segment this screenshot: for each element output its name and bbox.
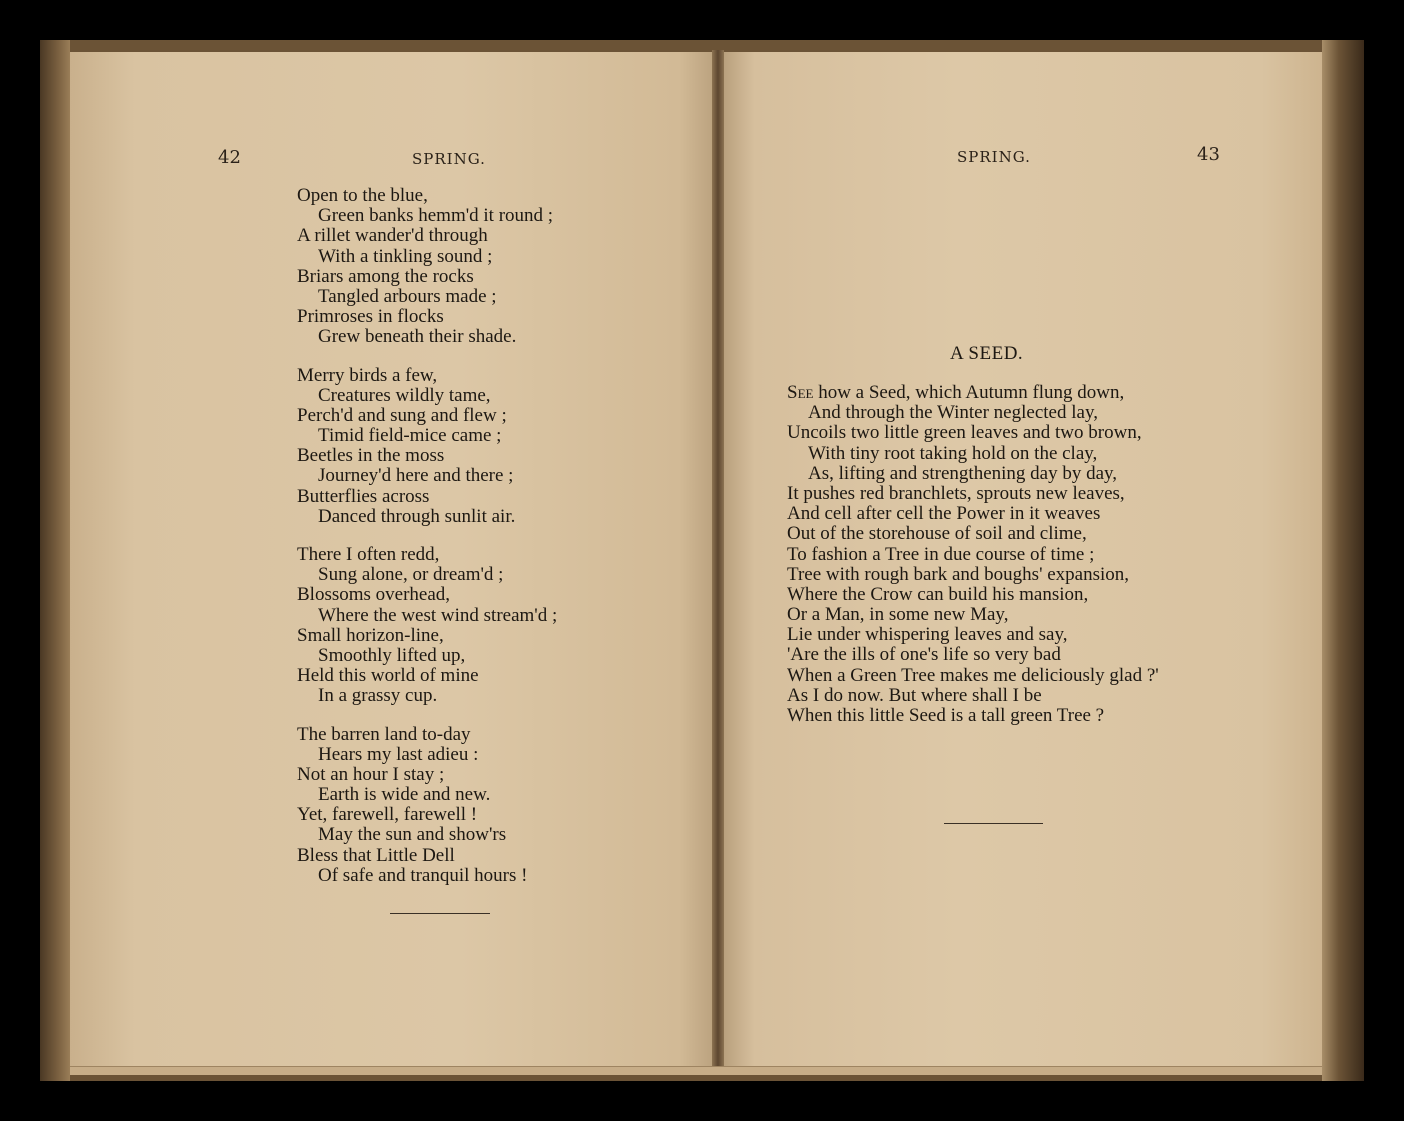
poem-line: When this little Seed is a tall green Tree ? (787, 705, 1105, 726)
book-gutter (712, 50, 724, 1072)
poem-line: As, lifting and strengthening day by day, (808, 462, 1118, 484)
page-edges (70, 1066, 1322, 1075)
section-rule-right (944, 823, 1043, 824)
poem-first-line-rest: how a Seed, which Autumn flung down, (813, 382, 1125, 403)
poem-line: To fashion a Tree in due course of time ; (787, 543, 1095, 565)
poem-line: Merry birds a few, (297, 364, 438, 386)
poem-line: Earth is wide and new. (318, 784, 491, 806)
poem-first-word: See (787, 382, 814, 403)
poem-line: It pushes red branchlets, sprouts new leaves, (787, 482, 1125, 504)
poem-line: With tiny root taking hold on the clay, (808, 442, 1098, 464)
poem-line: Held this world of mine (297, 665, 479, 687)
poem-line: Beetles in the moss (297, 445, 445, 467)
open-book (40, 40, 1364, 1081)
poem-line: Uncoils two little green leaves and two brown, (787, 422, 1142, 444)
poem-line: Perch'd and sung and flew ; (297, 404, 507, 426)
poem-line: Butterflies across (297, 485, 430, 507)
poem-line: The barren land to-day (297, 723, 471, 745)
page-number-right: 43 (1197, 144, 1220, 165)
page-number-left: 42 (218, 147, 241, 168)
poem-line: 'Are the ills of one's life so very bad (787, 644, 1061, 666)
poem-line: Tangled arbours made ; (318, 285, 497, 307)
running-head-right: SPRING. (957, 148, 1031, 166)
poem-line: When a Green Tree makes me deliciously glad ?' (787, 664, 1159, 686)
poem-line: And cell after cell the Power in it weaves (787, 503, 1101, 525)
poem-line: Bless that Little Dell (297, 844, 455, 866)
poem-line: Briars among the rocks (297, 265, 474, 287)
poem-line: Not an hour I stay ; (297, 763, 445, 785)
poem-line: Lie under whispering leaves and say, (787, 624, 1068, 646)
poem-line: Timid field-mice came ; (318, 425, 502, 447)
poem-line: Green banks hemm'd it round ; (318, 205, 554, 227)
poem-line: Sung alone, or dream'd ; (318, 564, 504, 586)
poem-line: Smoothly lifted up, (318, 644, 466, 666)
book-cover-left-edge (40, 40, 70, 1081)
poem-title: A SEED. (950, 343, 1024, 364)
poem-line: Out of the storehouse of soil and clime, (787, 523, 1087, 545)
poem-line: There I often redd, (297, 544, 440, 565)
poem-line: Creatures wildly tame, (318, 384, 491, 406)
poem-line: In a grassy cup. (318, 685, 438, 707)
poem-line: Hears my last adieu : (318, 743, 479, 765)
stanza-gap (297, 348, 557, 366)
poem-line: A rillet wander'd through (297, 225, 488, 247)
poem-line: Primroses in flocks (297, 306, 444, 328)
poem-line: Grew beneath their shade. (318, 326, 517, 348)
poem-line: May the sun and show'rs (318, 824, 507, 846)
poem-line: With a tinkling sound ; (318, 245, 493, 267)
poem-line: Open to the blue, (297, 185, 428, 206)
poem-line: Of safe and tranquil hours ! (318, 864, 528, 886)
left-poem (297, 186, 557, 886)
poem-line: Tree with rough bark and boughs' expansion, (787, 563, 1130, 585)
poem-line (787, 383, 1159, 403)
poem-line: Where the west wind stream'd ; (318, 604, 558, 626)
right-poem (787, 383, 1159, 726)
poem-line: And through the Winter neglected lay, (808, 402, 1098, 424)
poem-line: Yet, farewell, farewell ! (297, 804, 478, 826)
poem-line: Or a Man, in some new May, (787, 604, 1009, 626)
poem-line: Journey'd here and there ; (318, 465, 514, 487)
stanza-gap (297, 707, 557, 725)
poem-line: Small horizon-line, (297, 624, 444, 646)
poem-line: Blossoms overhead, (297, 584, 451, 606)
stanza-gap (297, 527, 557, 545)
running-head-left: SPRING. (412, 150, 486, 168)
section-rule-left (390, 913, 490, 914)
poem-line: As I do now. But where shall I be (787, 684, 1042, 706)
poem-line: Where the Crow can build his mansion, (787, 583, 1089, 605)
poem-line: Danced through sunlit air. (318, 505, 516, 527)
book-cover-right-edge (1322, 40, 1364, 1081)
